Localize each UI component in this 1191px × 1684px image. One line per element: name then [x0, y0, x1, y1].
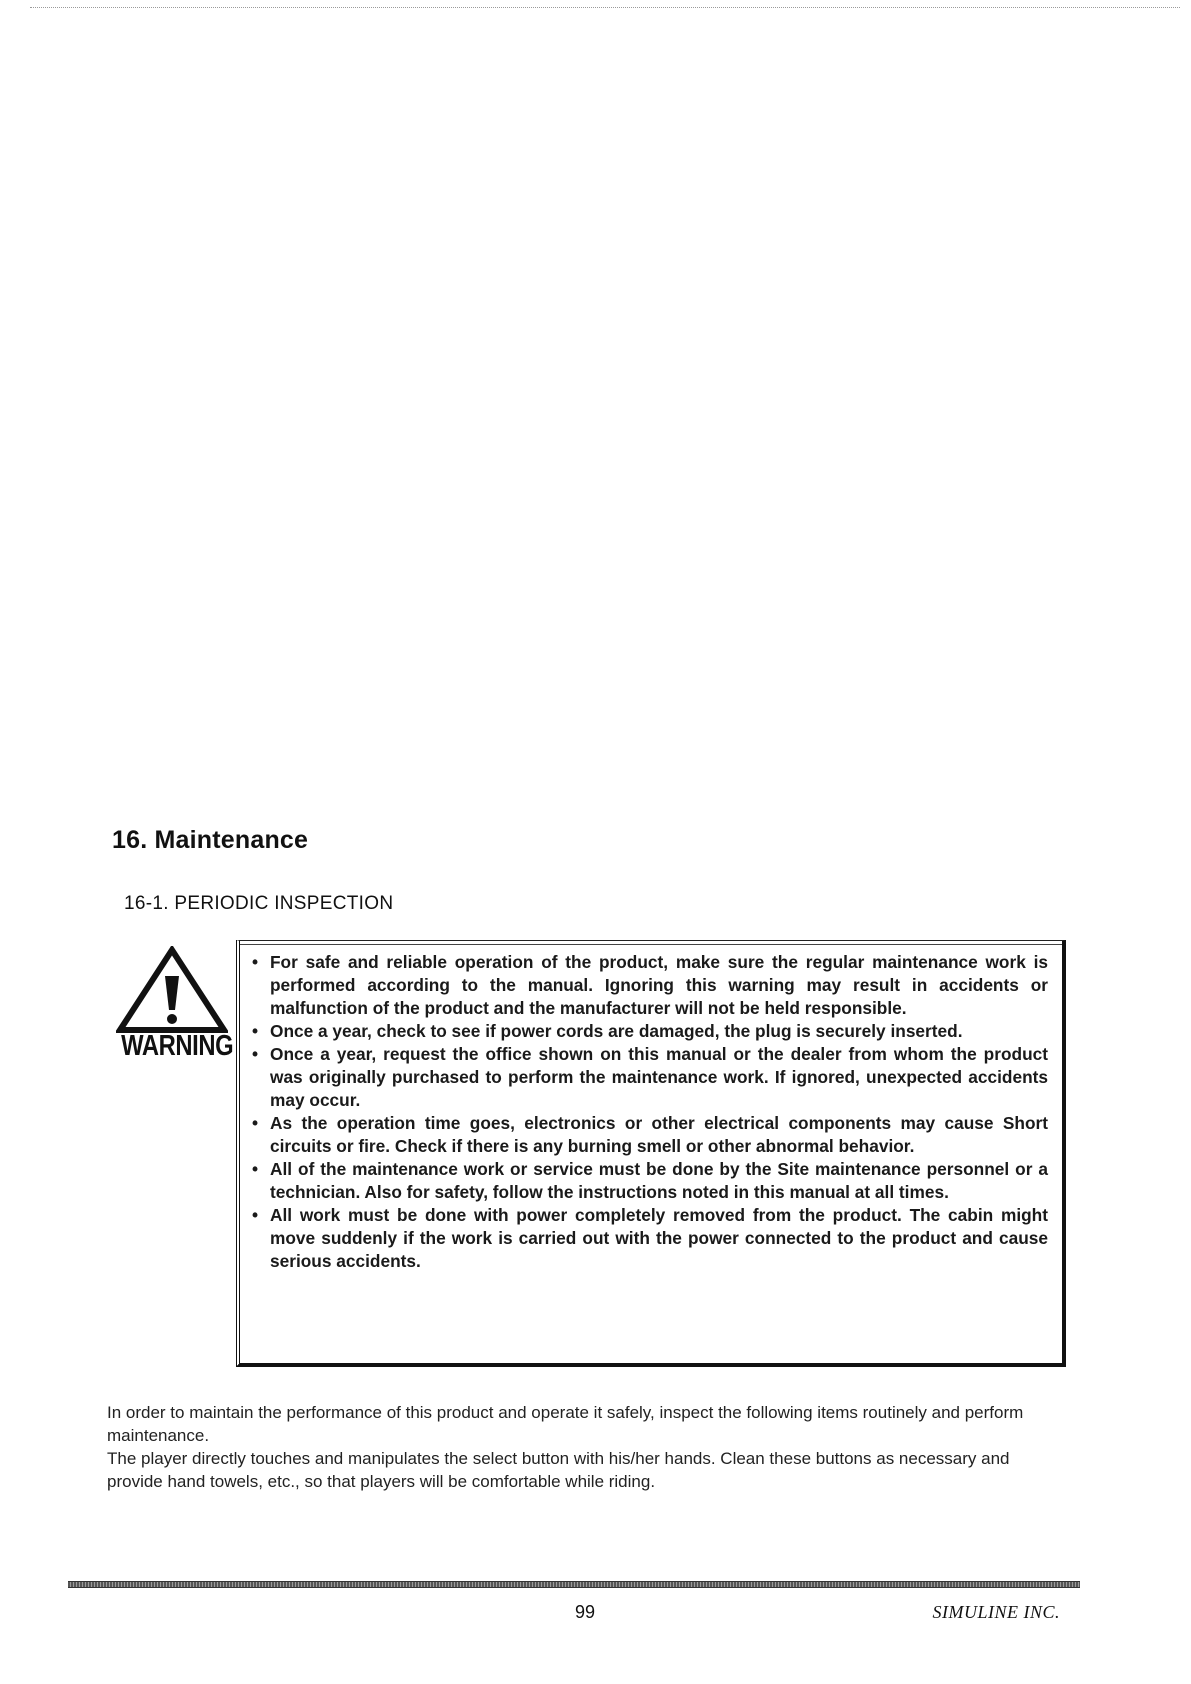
footer-rule — [68, 1581, 1080, 1588]
section-title: 16. Maintenance — [112, 826, 309, 854]
warning-item: • As the operation time goes, electronics or other electrical components may cause Short circuits or fire. Check if there is any burning smell or other abnormal behavior. — [252, 1112, 1048, 1158]
body-text — [107, 1401, 1057, 1493]
warning-label: WARNING — [121, 1030, 234, 1062]
warning-item: • All work must be done with power completely removed from the product. The cabin might move suddenly if the work is carried out with the power connected to the product and cause serious accidents. — [252, 1204, 1048, 1273]
warning-box-top-rule — [240, 944, 1062, 945]
company-name: SIMULINE INC. — [932, 1602, 1060, 1622]
top-edge-dotted-line — [30, 7, 1180, 8]
warning-box — [236, 940, 1066, 1367]
warning-list — [252, 951, 1048, 1273]
warning-item: • Once a year, check to see if power cords are damaged, the plug is securely inserted. — [252, 1020, 1048, 1043]
warning-item: • For safe and reliable operation of the product, make sure the regular maintenance work is performed according to the manual. Ignoring this warning may result in accidents or malfunction of the product and the manufacturer will not be held responsible. — [252, 951, 1048, 1020]
body-paragraph-1: In order to maintain the performance of this product and operate it safely, inspect the following items routinely and perform maintenance. — [107, 1403, 1024, 1445]
warning-triangle-icon — [116, 946, 228, 1034]
warning-item: • All of the maintenance work or service must be done by the Site maintenance personnel or a technician. Also for safety, follow the instructions noted in this manual at all times. — [252, 1158, 1048, 1204]
warning-symbol — [110, 946, 234, 1084]
subsection-title: 16-1. PERIODIC INSPECTION — [124, 893, 394, 914]
warning-item: • Once a year, request the office shown on this manual or the dealer from whom the product was originally purchased to perform the maintenance work. If ignored, unexpected accidents may occur. — [252, 1043, 1048, 1112]
page-number: 99 — [574, 1602, 596, 1622]
body-paragraph-2: The player directly touches and manipulates the select button with his/her hands. Clean these buttons as necessary and provide hand towels, etc., so that players will be comfortable while riding. — [107, 1449, 1010, 1491]
